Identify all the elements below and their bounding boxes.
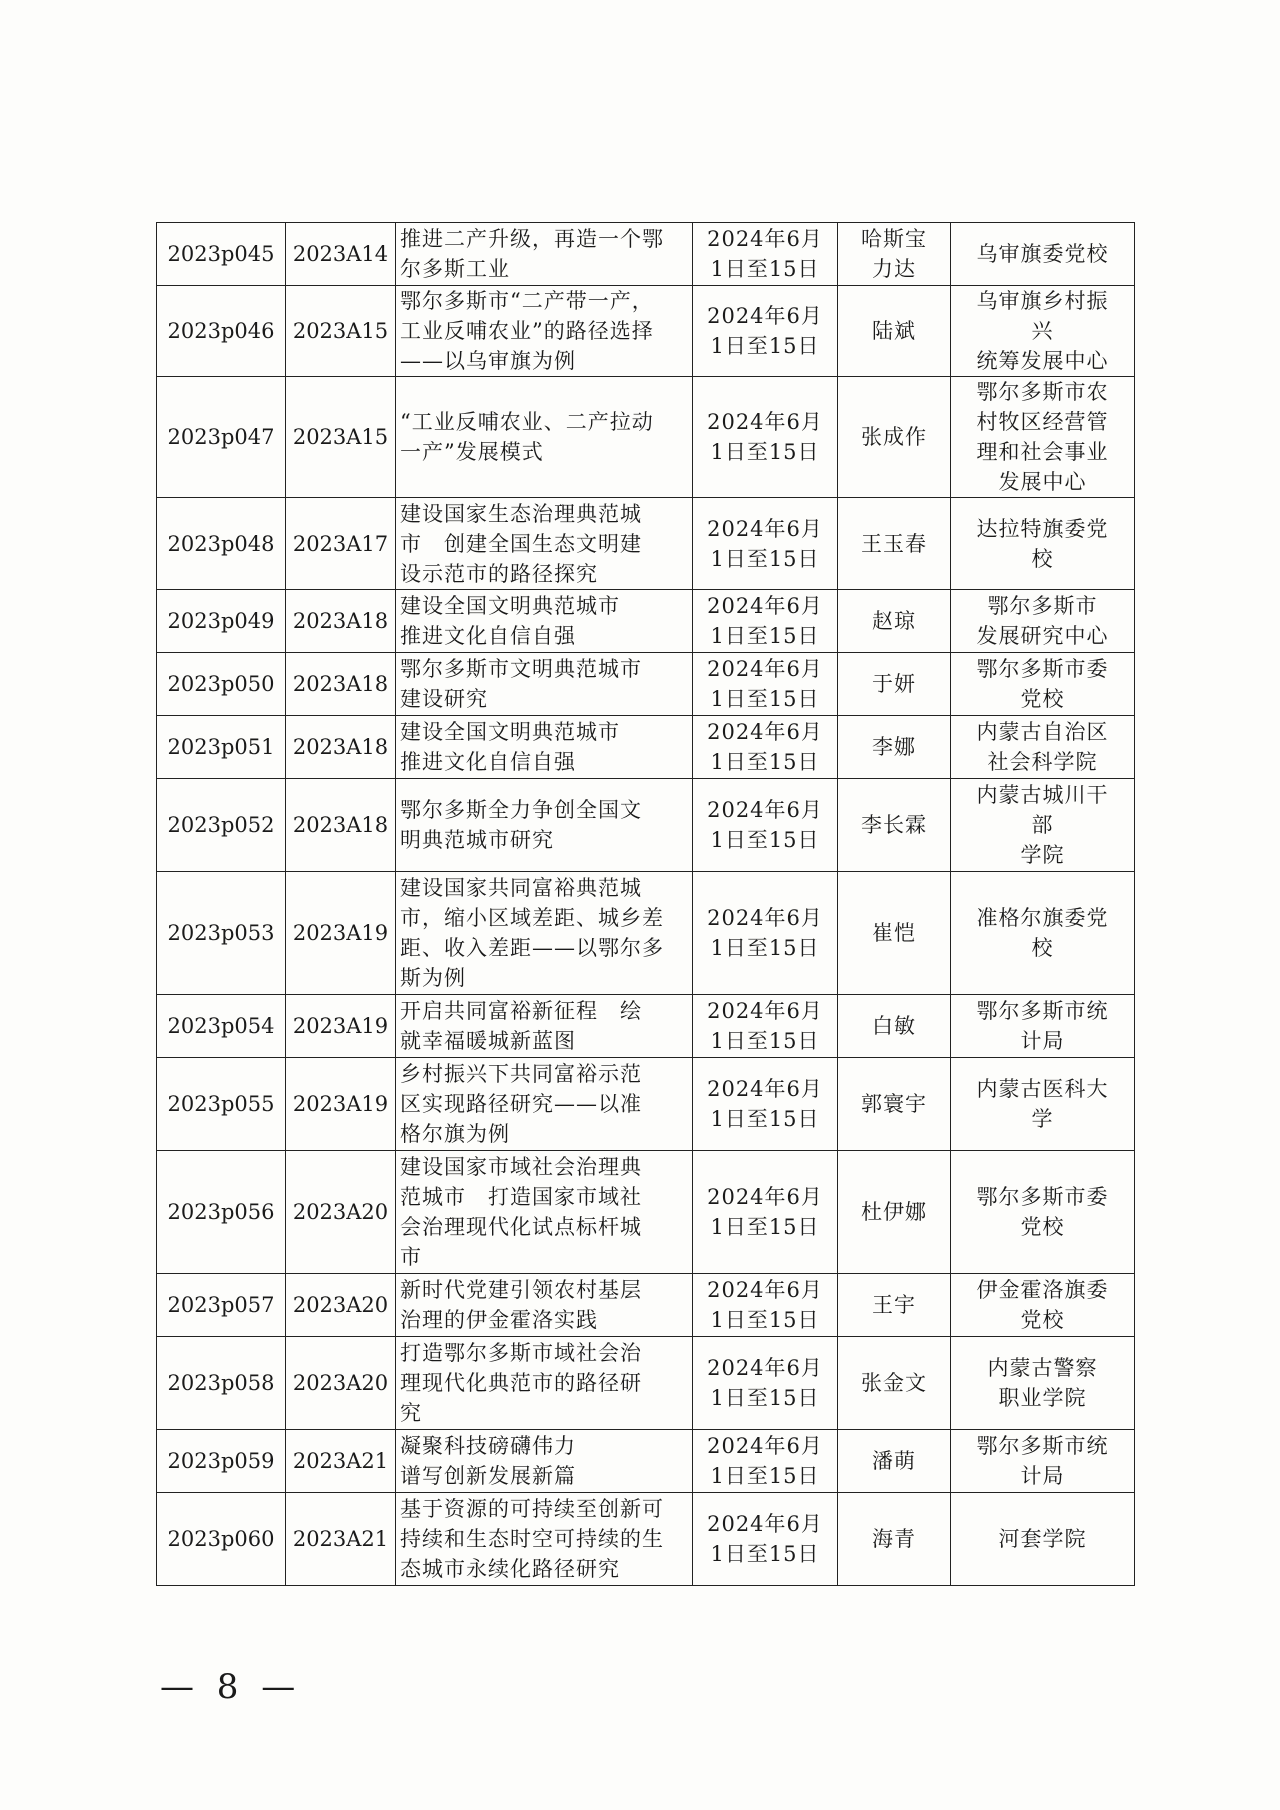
project-title-line: 乡村振兴下共同富裕示范	[400, 1062, 642, 1086]
date-line: 1日至15日	[710, 687, 820, 711]
organization-line: 发展研究中心	[976, 624, 1109, 648]
project-id-cell: 2023p050	[157, 653, 286, 716]
researcher-name-line: 杜伊娜	[861, 1200, 927, 1224]
organization-line: 职业学院	[998, 1386, 1087, 1410]
organization-cell	[951, 1151, 1135, 1274]
project-id-cell: 2023p049	[157, 590, 286, 653]
organization-cell	[951, 1430, 1135, 1493]
organization-line: 兴	[1031, 319, 1054, 343]
organization-line: 党校	[1020, 1308, 1065, 1332]
date-line: 1日至15日	[710, 1542, 820, 1566]
project-title-line: 斯为例	[400, 966, 466, 990]
date-line: 2024年6月	[707, 657, 823, 681]
date-line: 2024年6月	[707, 720, 823, 744]
project-table	[156, 222, 1135, 1586]
date-line: 2024年6月	[707, 1356, 823, 1380]
date-line: 1日至15日	[710, 750, 820, 774]
page-number: — 8 —	[160, 1667, 302, 1707]
date-line: 1日至15日	[710, 1107, 820, 1131]
researcher-name-line: 赵琼	[872, 609, 916, 633]
project-title-line: “工业反哺农业、二产拉动	[400, 410, 654, 434]
researcher-name-cell	[838, 1058, 951, 1151]
table-row	[157, 872, 1135, 995]
project-title-cell	[396, 995, 693, 1058]
project-title-line: 开启共同富裕新征程 绘	[400, 999, 642, 1023]
table-row	[157, 377, 1135, 498]
topic-code-cell: 2023A14	[286, 223, 396, 286]
organization-line: 内蒙古城川干	[976, 783, 1109, 807]
project-title-line: 推进文化自信自强	[400, 624, 576, 648]
organization-line: 内蒙古警察	[987, 1356, 1098, 1380]
date-line: 2024年6月	[707, 410, 823, 434]
project-title-cell	[396, 1493, 693, 1586]
table-row	[157, 1430, 1135, 1493]
date-line: 2024年6月	[707, 594, 823, 618]
date-line: 2024年6月	[707, 999, 823, 1023]
table-row	[157, 223, 1135, 286]
organization-cell	[951, 590, 1135, 653]
researcher-name-cell	[838, 286, 951, 377]
topic-code-cell: 2023A21	[286, 1493, 396, 1586]
topic-code-cell: 2023A17	[286, 498, 396, 590]
researcher-name-cell	[838, 223, 951, 286]
organization-cell	[951, 653, 1135, 716]
project-title-cell	[396, 1151, 693, 1274]
project-title-line: 建设全国文明典范城市	[400, 594, 620, 618]
researcher-name-line: 白敏	[872, 1014, 916, 1038]
organization-cell	[951, 1058, 1135, 1151]
project-title-line: 范城市 打造国家市域社	[400, 1185, 642, 1209]
table-row	[157, 590, 1135, 653]
researcher-name-cell	[838, 590, 951, 653]
organization-line: 内蒙古自治区	[976, 720, 1109, 744]
date-cell	[693, 498, 838, 590]
project-title-line: 鄂尔多斯全力争创全国文	[400, 798, 642, 822]
organization-cell	[951, 779, 1135, 872]
date-cell	[693, 653, 838, 716]
researcher-name-cell	[838, 1493, 951, 1586]
researcher-name-cell	[838, 653, 951, 716]
researcher-name-line: 力达	[872, 257, 916, 281]
organization-cell	[951, 995, 1135, 1058]
topic-code-cell: 2023A15	[286, 377, 396, 498]
project-title-cell	[396, 286, 693, 377]
organization-cell	[951, 1337, 1135, 1430]
date-line: 1日至15日	[710, 1464, 820, 1488]
topic-code-cell: 2023A19	[286, 1058, 396, 1151]
date-cell	[693, 779, 838, 872]
date-cell	[693, 1058, 838, 1151]
researcher-name-line: 哈斯宝	[861, 227, 927, 251]
topic-code-cell: 2023A15	[286, 286, 396, 377]
organization-line: 统筹发展中心	[976, 349, 1109, 373]
organization-line: 学院	[1020, 843, 1065, 867]
researcher-name-cell	[838, 377, 951, 498]
organization-line: 乌审旗乡村振	[976, 289, 1109, 313]
project-title-line: 鄂尔多斯市文明典范城市	[400, 657, 642, 681]
researcher-name-cell	[838, 498, 951, 590]
table-row	[157, 1274, 1135, 1337]
date-line: 1日至15日	[710, 624, 820, 648]
date-line: 2024年6月	[707, 1434, 823, 1458]
researcher-name-line: 崔恺	[872, 921, 916, 945]
topic-code-cell: 2023A18	[286, 716, 396, 779]
date-line: 1日至15日	[710, 1386, 820, 1410]
date-cell	[693, 1274, 838, 1337]
date-line: 2024年6月	[707, 1185, 823, 1209]
topic-code-cell: 2023A20	[286, 1151, 396, 1274]
researcher-name-line: 王宇	[872, 1293, 916, 1317]
project-title-line: 设示范市的路径探究	[400, 561, 598, 586]
project-title-line: 区实现路径研究——以准	[400, 1092, 642, 1116]
topic-code-cell: 2023A21	[286, 1430, 396, 1493]
table-row	[157, 1337, 1135, 1430]
organization-line: 村牧区经营管	[976, 410, 1109, 434]
date-line: 1日至15日	[710, 1215, 820, 1239]
date-line: 2024年6月	[707, 1077, 823, 1101]
date-line: 2024年6月	[707, 304, 823, 328]
organization-line: 乌审旗委党校	[976, 242, 1109, 266]
organization-line: 社会科学院	[987, 750, 1098, 774]
organization-cell	[951, 286, 1135, 377]
project-id-cell: 2023p052	[157, 779, 286, 872]
project-id-cell: 2023p048	[157, 498, 286, 590]
researcher-name-cell	[838, 716, 951, 779]
date-cell	[693, 286, 838, 377]
organization-line: 内蒙古医科大	[976, 1077, 1109, 1101]
organization-cell	[951, 498, 1135, 590]
project-title-cell	[396, 590, 693, 653]
organization-line: 鄂尔多斯市农	[976, 380, 1109, 404]
researcher-name-line: 郭寰宇	[861, 1092, 927, 1116]
organization-line: 理和社会事业	[976, 440, 1109, 464]
organization-line: 鄂尔多斯市统	[976, 999, 1109, 1023]
date-line: 1日至15日	[710, 1308, 820, 1332]
project-title-line: 市 创建全国生态文明建	[400, 531, 642, 556]
researcher-name-cell	[838, 1337, 951, 1430]
date-line: 2024年6月	[707, 906, 823, 930]
researcher-name-cell	[838, 1151, 951, 1274]
date-cell	[693, 223, 838, 286]
project-title-line: 一产”发展模式	[400, 440, 544, 464]
researcher-name-line: 李娜	[872, 735, 916, 759]
date-cell	[693, 1337, 838, 1430]
organization-line: 学	[1031, 1107, 1054, 1131]
organization-line: 鄂尔多斯市	[987, 594, 1098, 618]
organization-line: 计局	[1020, 1464, 1065, 1488]
researcher-name-cell	[838, 872, 951, 995]
project-id-cell: 2023p059	[157, 1430, 286, 1493]
organization-line: 准格尔旗委党	[976, 906, 1109, 930]
organization-line: 鄂尔多斯市委	[976, 1185, 1109, 1209]
project-title-line: 建设国家市域社会治理典	[400, 1155, 642, 1179]
project-title-cell	[396, 653, 693, 716]
organization-line: 党校	[1020, 1215, 1065, 1239]
date-line: 2024年6月	[707, 1512, 823, 1536]
project-title-line: 治理的伊金霍洛实践	[400, 1308, 598, 1332]
project-title-cell	[396, 1274, 693, 1337]
table-row	[157, 653, 1135, 716]
date-line: 1日至15日	[710, 440, 820, 464]
date-cell	[693, 1151, 838, 1274]
date-line: 1日至15日	[710, 936, 820, 960]
date-line: 1日至15日	[710, 828, 820, 852]
topic-code-cell: 2023A20	[286, 1337, 396, 1430]
topic-code-cell: 2023A19	[286, 995, 396, 1058]
project-id-cell: 2023p058	[157, 1337, 286, 1430]
project-title-line: 建设国家共同富裕典范城	[400, 876, 642, 900]
table-row	[157, 1058, 1135, 1151]
organization-cell	[951, 1274, 1135, 1337]
organization-cell	[951, 223, 1135, 286]
project-title-line: 就幸福暖城新蓝图	[400, 1029, 576, 1053]
project-title-line: 究	[400, 1401, 422, 1425]
table-row	[157, 1493, 1135, 1586]
organization-cell	[951, 377, 1135, 498]
date-line: 2024年6月	[707, 798, 823, 822]
project-title-line: 尔多斯工业	[400, 257, 510, 281]
topic-code-cell: 2023A18	[286, 653, 396, 716]
researcher-name-cell	[838, 1430, 951, 1493]
organization-line: 河套学院	[998, 1527, 1087, 1551]
date-line: 2024年6月	[707, 227, 823, 251]
table-row	[157, 716, 1135, 779]
project-id-cell: 2023p051	[157, 716, 286, 779]
project-title-line: 工业反哺农业”的路径选择	[400, 319, 654, 343]
table-row	[157, 779, 1135, 872]
table-row	[157, 286, 1135, 377]
project-id-cell: 2023p057	[157, 1274, 286, 1337]
researcher-name-line: 陆斌	[872, 319, 916, 343]
project-id-cell: 2023p053	[157, 872, 286, 995]
project-title-cell	[396, 498, 693, 590]
researcher-name-line: 于妍	[872, 672, 916, 696]
project-id-cell: 2023p060	[157, 1493, 286, 1586]
project-title-line: 建设全国文明典范城市	[400, 720, 620, 744]
table-row	[157, 1151, 1135, 1274]
organization-cell	[951, 716, 1135, 779]
project-title-cell	[396, 1337, 693, 1430]
researcher-name-cell	[838, 995, 951, 1058]
organization-line: 达拉特旗委党	[976, 516, 1109, 541]
project-title-cell	[396, 716, 693, 779]
organization-line: 鄂尔多斯市统	[976, 1434, 1109, 1458]
project-title-cell	[396, 223, 693, 286]
organization-line: 校	[1031, 936, 1054, 960]
project-id-cell: 2023p047	[157, 377, 286, 498]
date-line: 1日至15日	[710, 1029, 820, 1053]
topic-code-cell: 2023A18	[286, 779, 396, 872]
topic-code-cell: 2023A19	[286, 872, 396, 995]
organization-line: 计局	[1020, 1029, 1065, 1053]
researcher-name-line: 王玉春	[861, 531, 927, 556]
organization-line: 发展中心	[998, 470, 1087, 494]
project-id-cell: 2023p056	[157, 1151, 286, 1274]
researcher-name-cell	[838, 779, 951, 872]
organization-line: 党校	[1020, 687, 1065, 711]
researcher-name-line: 张金文	[861, 1371, 927, 1395]
project-title-line: 凝聚科技磅礴伟力	[400, 1434, 576, 1458]
organization-line: 校	[1031, 546, 1054, 571]
organization-cell	[951, 1493, 1135, 1586]
project-title-line: 推进文化自信自强	[400, 750, 576, 774]
date-line: 2024年6月	[707, 516, 823, 541]
researcher-name-line: 海青	[872, 1527, 916, 1551]
project-title-cell	[396, 377, 693, 498]
project-title-line: 鄂尔多斯市“二产带一产，	[400, 289, 654, 313]
project-title-line: 理现代化典范市的路径研	[400, 1371, 642, 1395]
organization-cell	[951, 872, 1135, 995]
project-title-line: 市	[400, 1245, 422, 1269]
researcher-name-line: 张成作	[861, 425, 927, 449]
project-title-line: 基于资源的可持续至创新可	[400, 1497, 664, 1521]
date-cell	[693, 872, 838, 995]
project-id-cell: 2023p054	[157, 995, 286, 1058]
topic-code-cell: 2023A20	[286, 1274, 396, 1337]
table-row	[157, 995, 1135, 1058]
project-title-line: 打造鄂尔多斯市域社会治	[400, 1341, 642, 1365]
project-id-cell: 2023p045	[157, 223, 286, 286]
date-cell	[693, 590, 838, 653]
project-id-cell: 2023p046	[157, 286, 286, 377]
project-title-line: ——以乌审旗为例	[400, 349, 576, 373]
project-title-line: 距、收入差距——以鄂尔多	[400, 936, 664, 960]
project-title-line: 持续和生态时空可持续的生	[400, 1527, 664, 1551]
date-line: 1日至15日	[710, 257, 820, 281]
project-title-line: 格尔旗为例	[400, 1122, 510, 1146]
table-body	[157, 223, 1135, 1586]
project-title-line: 新时代党建引领农村基层	[400, 1278, 642, 1302]
project-title-cell	[396, 1430, 693, 1493]
table-row	[157, 498, 1135, 590]
researcher-name-line: 潘萌	[872, 1449, 916, 1473]
organization-line: 伊金霍洛旗委	[976, 1278, 1109, 1302]
project-title-line: 谱写创新发展新篇	[400, 1464, 576, 1488]
researcher-name-cell	[838, 1274, 951, 1337]
date-cell	[693, 716, 838, 779]
date-line: 2024年6月	[707, 1278, 823, 1302]
project-title-cell	[396, 872, 693, 995]
project-title-line: 明典范城市研究	[400, 828, 554, 852]
researcher-name-line: 李长霖	[861, 813, 927, 837]
date-cell	[693, 995, 838, 1058]
date-line: 1日至15日	[710, 334, 820, 358]
organization-line: 部	[1031, 813, 1054, 837]
project-title-line: 推进二产升级，再造一个鄂	[400, 227, 664, 251]
project-id-cell: 2023p055	[157, 1058, 286, 1151]
project-title-cell	[396, 779, 693, 872]
project-title-line: 会治理现代化试点标杆城	[400, 1215, 642, 1239]
date-cell	[693, 1493, 838, 1586]
project-title-line: 建设国家生态治理典范城	[400, 501, 642, 526]
organization-line: 鄂尔多斯市委	[976, 657, 1109, 681]
project-title-line: 建设研究	[400, 687, 488, 711]
date-cell	[693, 377, 838, 498]
date-line: 1日至15日	[710, 546, 820, 571]
project-title-line: 市，缩小区域差距、城乡差	[400, 906, 664, 930]
project-title-cell	[396, 1058, 693, 1151]
date-cell	[693, 1430, 838, 1493]
project-title-line: 态城市永续化路径研究	[400, 1557, 620, 1581]
topic-code-cell: 2023A18	[286, 590, 396, 653]
